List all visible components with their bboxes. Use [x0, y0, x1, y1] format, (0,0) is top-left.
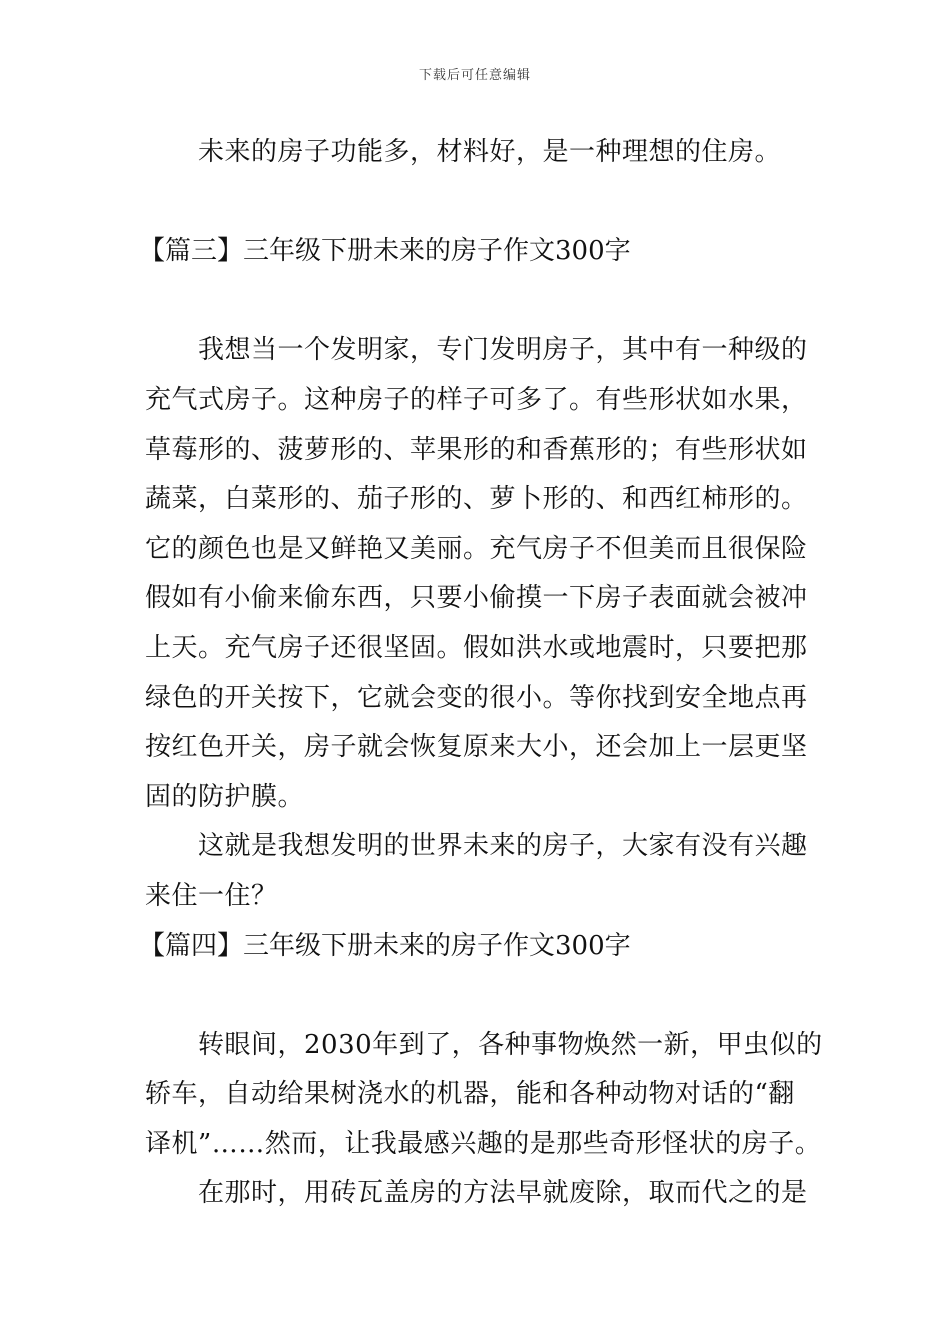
paragraph-line: 蔬菜，白菜形的、茄子形的、萝卜形的、和西红柿形的。 [145, 484, 808, 515]
paragraph-line: 我想当一个发明家，专门发明房子，其中有一种级的 [198, 335, 808, 366]
paragraph-line: 转眼间，2030年到了，各种事物焕然一新，甲虫似的 [198, 1029, 823, 1060]
paragraph-line: 固的防护膜。 [145, 781, 305, 812]
paragraph-line: 充气式房子。这种房子的样子可多了。有些形状如水果， [145, 384, 808, 415]
paragraph-line: 这就是我想发明的世界未来的房子，大家有没有兴趣 [198, 831, 808, 862]
paragraph-line: 按红色开关，房子就会恢复原来大小，还会加上一层更坚 [145, 732, 808, 763]
paragraph-line: 草莓形的、菠萝形的、苹果形的和香蕉形的；有些形状如 [145, 434, 808, 465]
paragraph-line: 译机”……然而，让我最感兴趣的是那些奇形怪状的房子。 [145, 1128, 822, 1159]
section-heading-4: 【篇四】三年级下册未来的房子作文300字 [139, 930, 631, 961]
paragraph-line: 它的颜色也是又鲜艳又美丽。充气房子不但美而且很保险 [145, 533, 808, 564]
paragraph-line: 轿车，自动给果树浇水的机器，能和各种动物对话的“翻 [145, 1079, 795, 1110]
header-note: 下载后可任意编辑 [418, 68, 531, 83]
paragraph-line: 未来的房子功能多，材料好，是一种理想的住房。 [198, 137, 782, 167]
paragraph-line: 假如有小偷来偷东西，只要小偷摸一下房子表面就会被冲 [145, 583, 808, 614]
paragraph-line: 上天。充气房子还很坚固。假如洪水或地震时，只要把那 [145, 632, 808, 663]
paragraph-line: 在那时，用砖瓦盖房的方法早就废除，取而代之的是 [198, 1178, 808, 1209]
section-heading-3: 【篇三】三年级下册未来的房子作文300字 [139, 236, 631, 267]
paragraph-line: 来住一住？ [145, 880, 278, 911]
paragraph-line: 绿色的开关按下，它就会变的很小。等你找到安全地点再 [145, 682, 808, 713]
document-body [139, 128, 823, 1219]
